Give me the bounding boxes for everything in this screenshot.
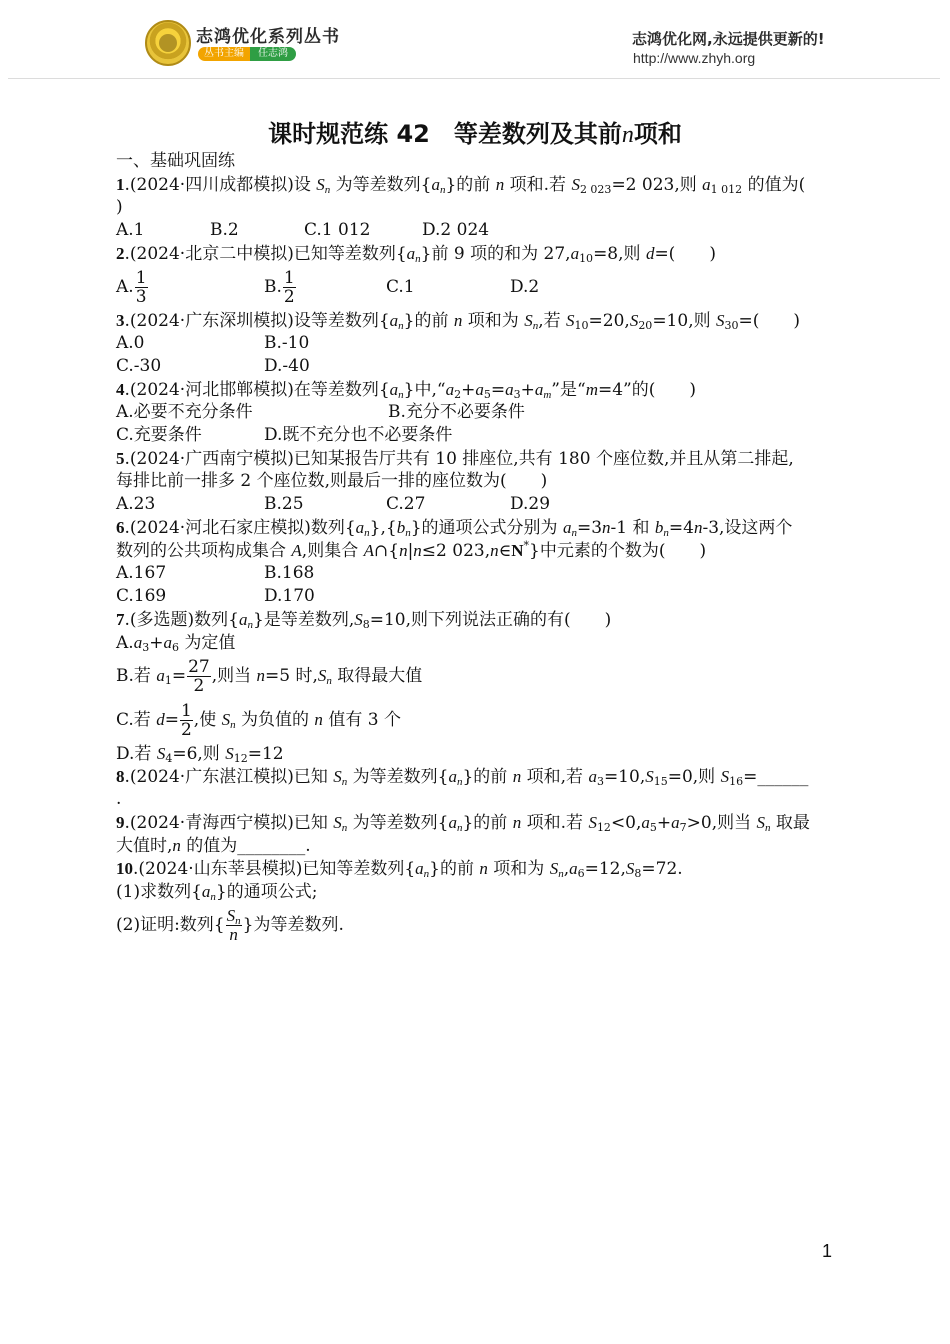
question-8-stem-end: . — [116, 789, 122, 809]
brand-logo-icon — [145, 20, 191, 66]
option-d: D.170 — [264, 586, 315, 606]
question-2-stem: 2.(2024·北京二中模拟)已知等差数列$\{a_n\}$前 9 项的和为 $27,a_{10}=8$,则 d=( ) — [116, 244, 716, 265]
header-divider — [8, 78, 940, 79]
question-source: .(多选题) — [124, 610, 195, 630]
option-a: A.23 — [116, 494, 156, 514]
option-a: A.1 — [116, 220, 145, 240]
question-3-stem: 3.(2024·广东深圳模拟)设等差数列$\{a_n\}$的前 n 项和为 $S_n$,若 $S_{10}=20,S_{20}=10$,则 $S_{30}=$( ) — [116, 311, 801, 332]
question-2-options — [116, 265, 841, 309]
option-d: D.-40 — [264, 356, 310, 376]
question-6-stem: 6.(2024·河北石家庄模拟)数列$\{a_n\},\{b_n\}$的通项公式分别为 $a_n=3n-1$ 和 $b_n=4n-3$,设这两个 — [116, 518, 793, 539]
question-number: 4 — [116, 380, 125, 399]
question-source: .(2024·河北石家庄模拟) — [124, 518, 311, 538]
brand-tag-editor: 丛书主编 — [198, 47, 250, 61]
option-a: A.必要不充分条件 — [116, 402, 253, 422]
question-4-options-row2 — [116, 424, 841, 447]
option-b: B.2 — [210, 220, 239, 240]
question-5-stem: 5.(2024·广西南宁模拟)已知某报告厅共有 10 排座位,共有 180 个座位数,并且从第二排起, — [116, 449, 794, 469]
title-prefix: 课时规范练 42 等差数列及其前 — [268, 120, 622, 148]
option-a: $A.a_3+a_6$ 为定值 — [116, 633, 236, 654]
question-1-options — [116, 219, 841, 242]
option-d: D.29 — [510, 494, 551, 514]
question-source: .(2024·青海西宁模拟) — [124, 813, 294, 833]
question-number: 3 — [116, 311, 125, 330]
question-source: .(2024·北京二中模拟) — [124, 244, 294, 264]
question-1-stem-end: ) — [116, 197, 123, 217]
option-a: A.0 — [116, 333, 145, 353]
question-8-stem: 8.(2024·广东湛江模拟)已知 $S_n$ 为等差数列$\{a_n\}$的前 n 项和,若 $a_3=10,S_{15}=0$,则 $S_{16}=\_\_\_\_\_\_$ — [116, 767, 809, 788]
question-6-options-row2 — [116, 585, 841, 608]
option-b: B.-10 — [264, 333, 310, 353]
question-source: .(2024·四川成都模拟) — [124, 175, 294, 195]
option-a: A.167 — [116, 563, 167, 583]
question-3-options-row1 — [116, 332, 841, 355]
section-heading: 一、基础巩固练 — [116, 151, 235, 171]
question-6-options-row1 — [116, 562, 841, 585]
brand-title: 志鸿优化系列丛书 — [196, 27, 340, 47]
question-1-stem: 1.(2024·四川成都模拟)设 $S_n$ 为等差数列$\{a_n\}$的前 n 项和.若 $S_{2 023}=2$ 023,则 $a_{1 012}$ 的值为( — [116, 175, 806, 196]
option-d: D.若 $S_4=6$,则 $S_{12}=12$ — [116, 744, 284, 765]
option-c: C.1 — [386, 276, 415, 297]
option-b: B.充分不必要条件 — [388, 402, 525, 422]
option-b: B. $\frac{1}{2}$ — [264, 267, 295, 307]
question-number: 9 — [116, 813, 125, 832]
header-slogan: 志鸿优化网,永远提供更新的! — [632, 30, 825, 48]
option-d: D.既不充分也不必要条件 — [264, 425, 453, 445]
title-suffix: 项和 — [633, 120, 682, 148]
question-number: 10 — [116, 859, 133, 878]
header-url: http://www.zhyh.org — [633, 50, 756, 66]
question-4-stem: 4.(2024·河北邯郸模拟)在等差数列$\{a_n\}$中$,“a_2+a_5=a_3+a_m$”是“m=4”的( ) — [116, 380, 696, 401]
option-c: C.169 — [116, 586, 167, 606]
question-4-options-row1 — [116, 401, 841, 424]
option-a: A. $\frac{1}{3}$ — [116, 267, 147, 307]
question-number: 1 — [116, 175, 125, 194]
option-b: B.25 — [264, 494, 304, 514]
question-number: 6 — [116, 518, 125, 537]
brand-tag-name: 任志鸿 — [250, 47, 296, 61]
question-5-options — [116, 493, 841, 516]
page-header — [0, 0, 950, 84]
exercise-content — [116, 150, 841, 947]
question-7-stem: 7.(多选题)数列$\{a_n\}$是等差数列$,S_8=10$,则下列说法正确的有( ) — [116, 610, 612, 631]
question-source: .(2024·广西南宁模拟) — [124, 449, 294, 469]
option-b: B.168 — [264, 563, 315, 583]
question-10-part-2: (2)证明:数列{ $\frac{S_n}{n}$ }为等差数列. — [116, 906, 344, 944]
option-c: C.若 d= $\frac{1}{2}$ ,使 $S_n$ 为负值的 n 值有 3 个 — [116, 701, 401, 740]
question-10-stem: 10.(2024·山东莘县模拟)已知等差数列$\{a_n\}$的前 n 项和为 $S_n,a_6=12,S_8=72$. — [116, 859, 683, 880]
question-9-stem: 9.(2024·青海西宁模拟)已知 $S_n$ 为等差数列$\{a_n\}$的前 n 项和.若 $S_{12}<0,a_5+a_7>0$,则当 $S_n$ 取最 — [116, 813, 810, 834]
option-c: C.充要条件 — [116, 425, 202, 445]
option-c: C.27 — [386, 494, 426, 514]
question-10-part-1: (1)求数列$\{a_n\}$的通项公式; — [116, 882, 318, 903]
question-5-stem-cont: 每排比前一排多 2 个座位数,则最后一排的座位数为( ) — [116, 471, 548, 491]
option-c: C.-30 — [116, 356, 162, 376]
question-number: 2 — [116, 244, 125, 263]
question-number: 7 — [116, 610, 125, 629]
brand-subtitle — [198, 47, 296, 61]
question-source: .(2024·广东湛江模拟) — [124, 767, 294, 787]
question-3-options-row2 — [116, 355, 841, 378]
question-source: .(2024·山东莘县模拟) — [133, 859, 303, 879]
option-c: C.1 012 — [304, 220, 371, 240]
question-number: 8 — [116, 767, 125, 786]
question-9-stem-cont: 大值时,n 的值为________. — [116, 836, 311, 856]
page-number: 1 — [822, 1241, 833, 1261]
option-b: B.若 $a_1=$ $\frac{27}{2}$ ,则当 n=5 时$,S_n$ 取得最大值 — [116, 657, 423, 696]
page-title — [0, 114, 950, 149]
option-d: D.2 — [510, 276, 540, 297]
title-variable: n — [621, 122, 634, 148]
question-source: .(2024·河北邯郸模拟) — [124, 380, 294, 400]
option-d: D.2 024 — [422, 220, 490, 240]
question-number: 5 — [116, 449, 125, 468]
question-6-stem-cont: 数列的公共项构成集合 A,则集合 A∩{n|n≤2 023,n∈N*}中元素的个数为( ) — [116, 539, 707, 561]
question-source: .(2024·广东深圳模拟) — [124, 311, 294, 331]
